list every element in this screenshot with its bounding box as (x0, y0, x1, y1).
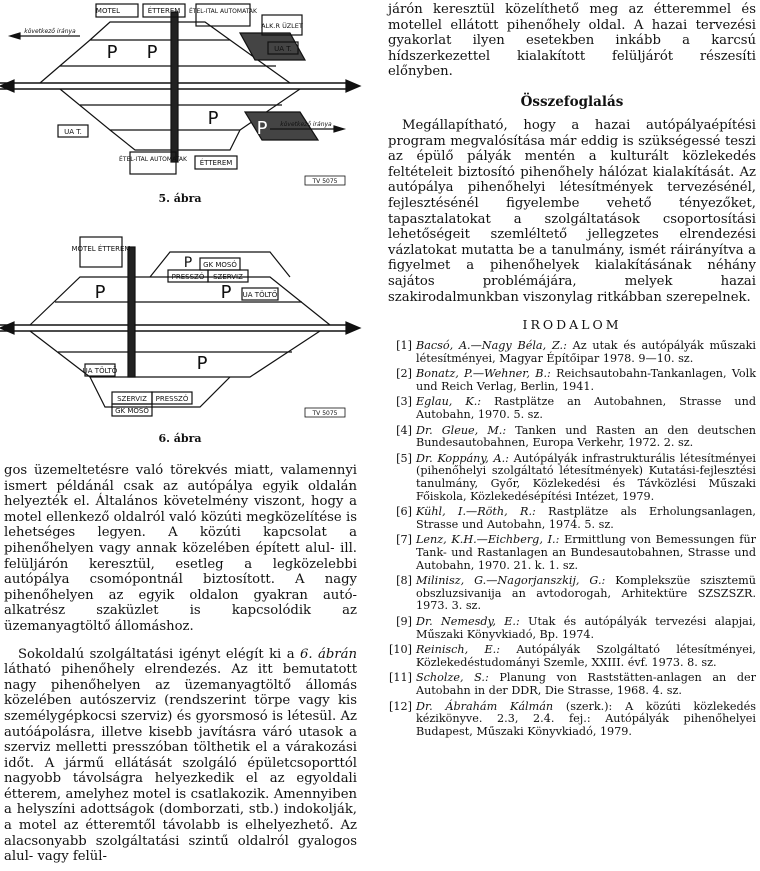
reference-number: [7] (396, 533, 412, 547)
references-list (388, 340, 756, 738)
reference-details: Ermittlung von Bemessungen für Tank- und Rastanlagen an Bundesautobahnen, Strasse und Autobahn, 1970. 21. k. 1. sz. (416, 533, 756, 572)
reference-authors: Dr. Nemesdy, E.: (416, 614, 520, 628)
reference-details: Rastplätze an Autobahnen, Strasse und Autobahn, 1970. 5. sz. (416, 395, 757, 422)
fig5-label-etterem-top: ÉTTEREM (147, 7, 181, 15)
reference-number: [4] (396, 423, 412, 437)
reference-text (416, 368, 756, 393)
fig6-parking-left: P (94, 282, 106, 303)
reference-details: Tanken und Rasten an den deutschen Bundesautobahnen, Europa Verkehr, 1972. 2. sz. (416, 423, 756, 450)
reference-item (388, 575, 756, 613)
reference-authors: Dr. Gleue, M.: (416, 423, 507, 437)
fig6-label-gk-moso-top: GK MOSÓ (203, 261, 237, 269)
fig6-label-gk-moso-bottom: GK MOSÓ (115, 407, 149, 415)
reference-details: Planung von Raststätten-anlagen an der Autobahn in der DDR, Die Strasse, 1968. 4. sz. (416, 671, 756, 697)
fig5-label-direction-bottom: következő iránya (280, 121, 332, 128)
figure-5-caption: 5. ábra (158, 192, 202, 205)
reference-authors: Scholze, S.: (416, 671, 489, 685)
fig5-parking-2: P (146, 42, 158, 63)
reference-authors: Eglau, K.: (416, 395, 482, 409)
fig5-label-etel-ital-bottom: ÉTEL-ITAL AUTOMATAK (119, 156, 187, 163)
reference-item (388, 534, 756, 572)
reference-item (388, 672, 756, 697)
fig6-parking-top-right: P (220, 282, 232, 303)
references-heading: IRODALOM (522, 317, 622, 333)
reference-number: [8] (396, 574, 412, 588)
reference-details: Rastplätze als Erholungsanlagen, Strasse und Autobahn, 1974. 5. sz. (416, 505, 756, 531)
fig5-label-alkr-uzlet: ALK.R ÜZLET (261, 22, 303, 30)
reference-text (416, 340, 756, 365)
reference-text (416, 672, 756, 697)
reference-number: [12] (389, 699, 412, 713)
figure-6 (0, 222, 372, 432)
reference-text (416, 534, 756, 572)
reference-text (416, 396, 756, 421)
reference-item (388, 506, 756, 531)
reference-authors: Milinisz, G.—Nagorjanszkij, G.: (416, 574, 606, 588)
figure-6-caption: 6. ábra (158, 432, 202, 445)
fig5-label-etel-ital-top: ÉTEL-ITAL AUTOMATAK (189, 8, 257, 15)
fig6-parking-top-small: P (183, 255, 193, 271)
reference-text (416, 575, 756, 613)
reference-text (416, 616, 756, 641)
right-column (388, 2, 756, 741)
reference-text (416, 453, 756, 503)
reference-details: Utak és autópályák tervezési alapjai, Műszaki Könyvkiadó, Bp. 1974. (416, 614, 756, 641)
reference-details: Az utak és autópályák műszaki létesítményei, Magyar Építőipar 1978. 9—10. sz. (416, 339, 757, 365)
fig5-parking-4: P (256, 118, 268, 139)
fig6-ref-code: TV 5075 (312, 410, 338, 417)
fig6-label-szerviz-bottom: SZERVIZ (117, 395, 147, 403)
reference-text (416, 644, 756, 669)
reference-item (388, 701, 756, 739)
fig5-ref-code: TV 5075 (312, 178, 338, 185)
reference-details: Autópályák infrastrukturális létesítményei (pihenőhelyi szolgáltató létesítmények) Kutatási-fejlesztési tanulmány, Győr, Közlekedési és Távközlési Műszaki Főiskola, Közlekedésépítési Intézet, 1979. (416, 451, 756, 503)
reference-item (388, 340, 756, 365)
fig5-label-ua-t-top: UA T. (274, 45, 292, 53)
fig6-label-ua-tolto-bottom: UA TÖLTŐ (82, 367, 118, 375)
left-paragraph-1: gos üzemeltetésre való törekvés miatt, valamennyi ismert példánál csak az autópálya egyik oldalán helyezték el. Általános követelmény viszont, hogy a motel ellenkező oldalról való közúti megközelítése is lehetséges legyen. A közúti kapcsolat a pihenőhelyen vagy annak közelében épített alul- ill. felüljárón keresztül, esetleg a legközelebbi autópálya csomópontnál biztosított. A nagy pihenőhelyen az egyik oldalon gyakran autó-alkatrész szaküzlet is kapcsolódik az üzemanyagtöltő állomáshoz. (4, 463, 357, 634)
figure-6-diagram (0, 222, 372, 432)
reference-text (416, 425, 756, 450)
fig6-label-ua-tolto-top: UA TÖLTŐ (242, 291, 278, 299)
reference-authors: Lenz, K.H.—Eichberg, I.: (416, 533, 560, 547)
reference-number: [5] (396, 451, 412, 465)
reference-text (416, 506, 756, 531)
reference-item (388, 453, 756, 503)
reference-number: [2] (396, 367, 412, 381)
fig5-label-ua-t-bottom: UA T. (64, 128, 82, 136)
reference-number: [9] (396, 614, 412, 628)
reference-item (388, 644, 756, 669)
reference-details: Reichsautobahn-Tankanlagen, Volk und Reich Verlag, Berlin, 1941. (416, 367, 756, 393)
summary-text: Megállapítható, hogy a hazai autópályaépítési program megvalósítása már eddig is szükségessé teszi az épülő pályák mentén a kulturált közlekedés feltételeit biztosító pihenőhely hálózat kialakítását. Az autópálya pihenőhelyi létesítmények tervezésénél, fejlesztésénél figyelembe vehető tényezőket, tapasztalatokat a szolgáltatások csoportosítási lehetőségeit szemléltető jellegzetes elrendezési vázlatokat mutatta be a tanulmány, ismét ráirányítva a figyelmet a pihenőhelyek kialakításának néhány sajátos problémájára, melyek hazai szakirodalmunkban viszonylag ritkábban szerepelnek. (388, 117, 756, 305)
reference-text (416, 701, 756, 739)
figure-5-diagram (0, 0, 372, 192)
fig6-label-motel-etterem: MOTEL ÉTTEREM (71, 245, 131, 253)
reference-authors: Dr. Ábrahám Kálmán (416, 699, 554, 713)
right-paragraph-top: járón keresztül közelíthető meg az étteremmel és motellel ellátott pihenőhely oldal. A hazai tervezési gyakorlat ilyen esetekben inkább a karcsú hídszerkezettel kialakított felüljárót részesíti előnyben. (388, 2, 756, 80)
figure-5 (0, 0, 372, 192)
reference-details: Komplekszüe szisztemü obszluzsivanija an avtodorogah, Arhitektüre SZSZSZR. 1973. 3. sz. (416, 574, 756, 613)
fig5-label-etterem-bottom: ÉTTEREM (199, 159, 233, 167)
reference-item (388, 368, 756, 393)
reference-authors: Bonatz, P.—Wehner, B.: (416, 367, 551, 381)
reference-authors: Reinisch, E.: (416, 643, 500, 657)
fig5-label-motel: MOTEL (95, 7, 121, 15)
reference-authors: Kühl, I.—Röth, R.: (416, 505, 536, 519)
reference-details: Autópályák Szolgáltató létesítményei, Közlekedéstudományi Szemle, XXIII. évf. 1973. 8. sz. (416, 643, 756, 669)
reference-details: (szerk.): A közúti közlekedés kézikönyve. 2.3, 2.4. fej.: Autópályák pihenőhelyei Budapest, Műszaki Könyvkiadó, 1979. (416, 699, 756, 738)
fig6-label-presszo-top: PRESSZÓ (171, 273, 205, 281)
fig6-parking-bottom: P (196, 353, 208, 374)
reference-authors: Dr. Koppány, A.: (416, 451, 509, 465)
reference-number: [3] (396, 395, 412, 409)
fig5-parking-1: P (106, 42, 118, 63)
left-paragraph-2: Sokoldalú szolgáltatási igényt elégít ki a 6. ábrán látható pihenőhely elrendezés. Az itt bemutatott nagy pihenőhelyen az üzemanyagtöltő állomás közelében autószerviz (rendszerint törpe vagy kis személygépkocsi szerviz) és gyorsmosó is létesül. Az autóápolásra, illetve kisebb javításra váró utasok a szerviz melletti presszóban tölthetik el a várakozási időt. A jármű ellátását szolgáló épületcsoporttól nagyobb távolságra helyezkedik el az egyoldali étterem, amelyhez motel is csatlakozik. Amennyiben a helyszíni adottságok (domborzati, stb.) indokolják, a motel az étteremtől távolabb is elhelyezhető. Az alacsonyabb szolgáltatási szintű oldalról gyalogos alul- vagy felül- (4, 646, 357, 865)
left-column (4, 463, 357, 865)
fig5-label-direction-top: következő iránya (24, 28, 76, 35)
summary-heading: Összefoglalás (520, 93, 624, 110)
fig6-label-presszo-bottom: PRESSZÓ (155, 395, 189, 403)
reference-number: [6] (396, 505, 412, 519)
reference-item (388, 425, 756, 450)
reference-item (388, 396, 756, 421)
reference-authors: Bacsó, A.—Nagy Béla, Z.: (416, 339, 567, 353)
reference-number: [11] (389, 671, 412, 685)
reference-item (388, 616, 756, 641)
reference-number: [10] (389, 643, 412, 657)
reference-number: [1] (396, 339, 412, 353)
fig6-label-szerviz-top: SZERVIZ (213, 273, 243, 281)
fig5-parking-3: P (207, 108, 219, 129)
